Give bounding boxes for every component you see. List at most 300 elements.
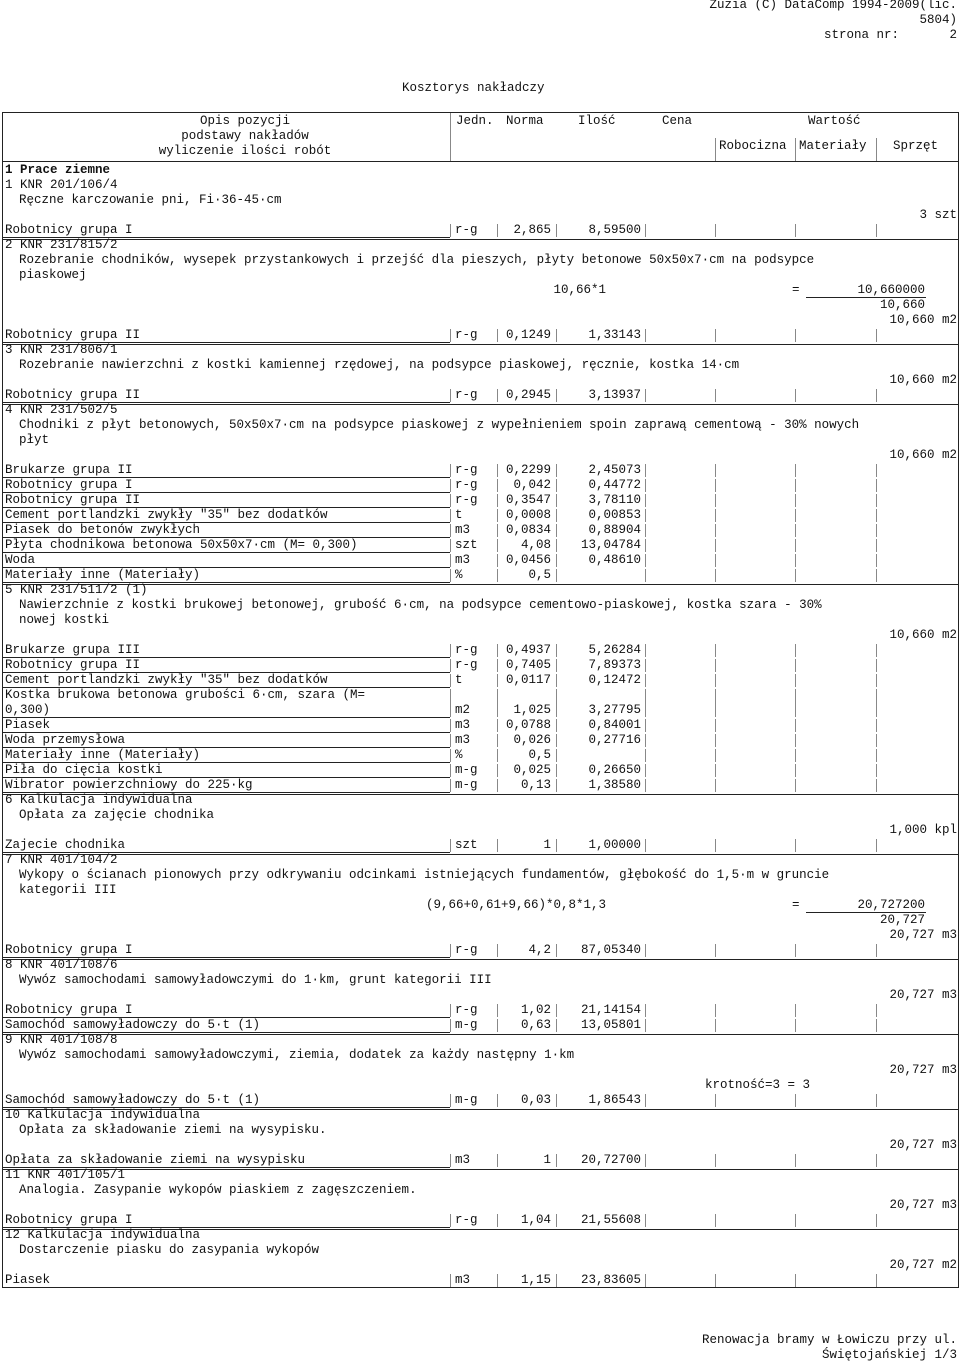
cell-divider (795, 749, 796, 762)
item-separator (2, 1034, 959, 1035)
cell-divider (497, 1004, 498, 1017)
position-quantity: 3 szt (919, 208, 957, 222)
cell-divider (556, 689, 557, 717)
cell-divider (795, 1154, 796, 1167)
cell-divider (795, 479, 796, 492)
resource-name-cont: 0,300) (5, 703, 51, 717)
resource-unit: m-g (455, 1018, 478, 1032)
cell-divider (450, 224, 451, 237)
resource-name: Zajecie chodnika (5, 838, 126, 852)
resource-unit: t (455, 673, 463, 687)
cell-divider (645, 749, 646, 762)
cell-divider (876, 839, 877, 852)
col-divider (795, 138, 796, 161)
resource-unit: % (455, 748, 463, 762)
position-description: Analogia. Zasypanie wykopów piaskiem z zagęszczeniem. (19, 1183, 417, 1197)
resource-norma: 0,025 (513, 763, 551, 777)
cell-divider (715, 1214, 716, 1227)
cell-divider (876, 734, 877, 747)
cell-divider (795, 839, 796, 852)
position-number: 4 KNR 231/502/5 (5, 403, 118, 417)
position-number: 10 Kalkulacja indywidualna (5, 1108, 201, 1122)
cell-divider (450, 1094, 451, 1107)
cell-divider (497, 464, 498, 477)
cell-divider (556, 749, 557, 762)
cell-divider (715, 1019, 716, 1032)
cell-divider (795, 944, 796, 957)
position-description: Chodniki z płyt betonowych, 50x50x7·cm na podsypce piaskowej z wypełnieniem spoin zaprawą cementową - 30% nowych (19, 418, 860, 432)
cell-divider (795, 659, 796, 672)
cell-divider (450, 509, 451, 522)
resource-unit: m3 (455, 718, 471, 732)
cell-divider (450, 719, 451, 732)
cell-divider (497, 1019, 498, 1032)
cell-divider (876, 674, 877, 687)
calc-equals: = (792, 898, 800, 912)
position-quantity: 20,727 m2 (889, 1258, 957, 1272)
position-number: 8 KNR 401/108/6 (5, 958, 118, 972)
col-header-cena: Cena (662, 114, 693, 128)
cell-divider (497, 659, 498, 672)
cell-divider (795, 689, 796, 717)
cell-divider (556, 389, 557, 402)
cell-divider (450, 779, 451, 792)
resource-name: Robotnicy grupa I (5, 1003, 133, 1017)
position-number: 5 KNR 231/511/2 (1) (5, 583, 148, 597)
cell-divider (795, 779, 796, 792)
cell-divider (876, 1094, 877, 1107)
position-description: Wywóz samochodami samowyładowczymi, ziemia, dodatek za każdy następny 1·km (19, 1048, 575, 1062)
cell-divider (876, 224, 877, 237)
resource-ilosc: 0,00853 (588, 508, 641, 522)
cell-divider (645, 509, 646, 522)
resource-norma: 1,15 (520, 1273, 551, 1287)
resource-name: Piła do cięcia kostki (5, 763, 163, 777)
resource-ilosc: 1,33143 (588, 328, 641, 342)
cell-divider (876, 659, 877, 672)
resource-name: Robotnicy grupa I (5, 1213, 133, 1227)
resource-ilosc: 0,48610 (588, 553, 641, 567)
cell-divider (450, 554, 451, 567)
cell-divider (497, 509, 498, 522)
item-separator (2, 1169, 959, 1170)
position-number: 9 KNR 401/108/8 (5, 1033, 118, 1047)
cell-divider (876, 644, 877, 657)
cell-divider (645, 1274, 646, 1287)
position-quantity: 10,660 m2 (889, 448, 957, 462)
calc-sum: 10,660 (879, 298, 925, 312)
resource-ilosc: 20,72700 (580, 1153, 641, 1167)
resource-name: Płyta chodnikowa betonowa 50x50x7·cm (M= 0,300) (5, 538, 358, 552)
resource-ilosc: 0,26650 (588, 763, 641, 777)
position-quantity: 1,000 kpl (889, 823, 957, 837)
cell-divider (795, 539, 796, 552)
cell-divider (497, 524, 498, 537)
cell-divider (876, 1154, 877, 1167)
resource-unit: r-g (455, 223, 478, 237)
cell-divider (556, 224, 557, 237)
resource-norma: 1,02 (520, 1003, 551, 1017)
cell-divider (876, 494, 877, 507)
resource-ilosc: 21,14154 (580, 1003, 641, 1017)
cell-divider (497, 1154, 498, 1167)
cell-divider (645, 689, 646, 717)
cell-divider (715, 644, 716, 657)
cell-divider (715, 1094, 716, 1107)
cell-divider (645, 734, 646, 747)
resource-unit: m3 (455, 1273, 471, 1287)
resource-norma: 0,2945 (505, 388, 551, 402)
cell-divider (715, 839, 716, 852)
cell-divider (497, 689, 498, 717)
cell-divider (645, 839, 646, 852)
resource-name: Robotnicy grupa I (5, 478, 133, 492)
cell-divider (645, 539, 646, 552)
cell-divider (645, 764, 646, 777)
position-quantity: 20,727 m3 (889, 1138, 957, 1152)
resource-ilosc: 13,05801 (580, 1018, 641, 1032)
cell-divider (715, 509, 716, 522)
resource-ilosc: 0,44772 (588, 478, 641, 492)
position-description: Wykopy o ścianach pionowych przy odkrywaniu odcinkami istniejących fundamentów, głębokość do 1,5·m w gruncie (19, 868, 830, 882)
cell-divider (450, 1274, 451, 1287)
cell-divider (450, 569, 451, 582)
resource-name: Robotnicy grupa II (5, 493, 141, 507)
cell-divider (795, 569, 796, 582)
resource-unit: szt (455, 538, 478, 552)
cell-divider (795, 224, 796, 237)
position-description: płyt (19, 433, 50, 447)
resource-name: Woda (5, 553, 36, 567)
resource-unit: r-g (455, 388, 478, 402)
calc-result: 20,727200 (857, 898, 925, 912)
resource-unit: m-g (455, 1093, 478, 1107)
cell-divider (556, 1094, 557, 1107)
item-separator (2, 239, 959, 240)
resource-name: Samochód samowyładowczy do 5·t (1) (5, 1093, 261, 1107)
resource-norma: 0,03 (520, 1093, 551, 1107)
position-description: Rozebranie nawierzchni z kostki kamiennej rzędowej, na podsypce piaskowej, ręcznie, kostka 14·cm (19, 358, 740, 372)
resource-ilosc: 3,27795 (588, 703, 641, 717)
position-number: 1 KNR 201/106/4 (5, 178, 118, 192)
cell-divider (795, 1094, 796, 1107)
header-divider (2, 161, 959, 162)
resource-norma: 0,0008 (505, 508, 551, 522)
cell-divider (795, 389, 796, 402)
position-description: kategorii III (19, 883, 117, 897)
resource-name: Piasek (5, 1273, 51, 1287)
cell-divider (556, 839, 557, 852)
position-number: 3 KNR 231/806/1 (5, 343, 118, 357)
resource-name: Robotnicy grupa I (5, 223, 133, 237)
cell-divider (645, 659, 646, 672)
resource-ilosc: 1,00000 (588, 838, 641, 852)
cell-divider (645, 644, 646, 657)
resource-ilosc: 3,13937 (588, 388, 641, 402)
cell-divider (450, 479, 451, 492)
cell-divider (645, 569, 646, 582)
cell-divider (497, 554, 498, 567)
resource-ilosc: 87,05340 (580, 943, 641, 957)
cell-divider (715, 1274, 716, 1287)
resource-unit: r-g (455, 1003, 478, 1017)
resource-name: Brukarze grupa II (5, 463, 133, 477)
cell-divider (450, 389, 451, 402)
cell-divider (497, 494, 498, 507)
cell-divider (645, 389, 646, 402)
cell-divider (497, 569, 498, 582)
position-description: nowej kostki (19, 613, 110, 627)
cell-divider (715, 659, 716, 672)
position-quantity: 20,727 m3 (889, 928, 957, 942)
cell-divider (876, 1214, 877, 1227)
cell-divider (795, 719, 796, 732)
position-description: Nawierzchnie z kostki brukowej betonowej, grubość 6·cm, na podsypce cementowo-piaskowej, kostka szara - 30% (19, 598, 822, 612)
resource-norma: 1 (543, 838, 551, 852)
cell-divider (876, 554, 877, 567)
cell-divider (450, 644, 451, 657)
position-description: Wywóz samochodami samowyładowczymi do 1·km, grunt kategorii III (19, 973, 492, 987)
resource-norma: 0,0456 (505, 553, 551, 567)
cell-divider (556, 734, 557, 747)
document-title: Kosztorys nakładczy (402, 81, 545, 95)
resource-unit: r-g (455, 643, 478, 657)
page-label: strona nr: (824, 28, 900, 42)
cell-divider (450, 839, 451, 852)
cell-divider (715, 479, 716, 492)
resource-ilosc: 1,38580 (588, 778, 641, 792)
resource-ilosc: 0,88904 (588, 523, 641, 537)
resource-name: Wibrator powierzchniowy do 225·kg (5, 778, 253, 792)
cell-divider (715, 389, 716, 402)
col-divider (450, 113, 451, 161)
resource-name: Robotnicy grupa II (5, 388, 141, 402)
cell-divider (556, 674, 557, 687)
cell-divider (715, 494, 716, 507)
resource-unit: m3 (455, 733, 471, 747)
resource-norma: 0,7405 (505, 658, 551, 672)
cell-divider (497, 1094, 498, 1107)
cell-divider (450, 1154, 451, 1167)
col-header-wartosc: Wartość (808, 114, 861, 128)
cell-divider (715, 689, 716, 717)
cell-divider (715, 329, 716, 342)
cell-divider (645, 674, 646, 687)
resource-name: Cement portlandzki zwykły "35" bez dodatków (5, 508, 328, 522)
resource-underline (2, 717, 450, 718)
cell-divider (876, 539, 877, 552)
col-header-ilosc: Ilość (578, 114, 616, 128)
cell-divider (497, 764, 498, 777)
resource-norma: 0,0117 (505, 673, 551, 687)
cell-divider (715, 464, 716, 477)
position-quantity: 20,727 m3 (889, 988, 957, 1002)
cell-divider (645, 464, 646, 477)
cell-divider (497, 1274, 498, 1287)
cell-divider (876, 1019, 877, 1032)
col-header-podstawa: podstawy nakładów (181, 129, 309, 143)
cell-divider (497, 539, 498, 552)
cell-divider (450, 1214, 451, 1227)
cell-divider (497, 224, 498, 237)
cell-divider (645, 1154, 646, 1167)
cell-divider (795, 509, 796, 522)
resource-ilosc: 23,83605 (580, 1273, 641, 1287)
cell-divider (795, 1274, 796, 1287)
resource-unit: m-g (455, 763, 478, 777)
resource-name: Robotnicy grupa II (5, 658, 141, 672)
resource-ilosc: 0,27716 (588, 733, 641, 747)
cell-divider (497, 644, 498, 657)
item-separator (2, 959, 959, 960)
resource-unit: r-g (455, 943, 478, 957)
cell-divider (556, 539, 557, 552)
cell-divider (795, 1019, 796, 1032)
position-number: 6 Kalkulacja indywidualna (5, 793, 193, 807)
cell-divider (876, 464, 877, 477)
resource-unit: % (455, 568, 463, 582)
resource-underline (2, 1287, 450, 1288)
cell-divider (556, 479, 557, 492)
resource-name: Cement portlandzki zwykły "35" bez dodatków (5, 673, 328, 687)
cell-divider (645, 719, 646, 732)
resource-name: Woda przemysłowa (5, 733, 126, 747)
cell-divider (876, 509, 877, 522)
resource-norma: 0,63 (520, 1018, 551, 1032)
resource-name: Robotnicy grupa I (5, 943, 133, 957)
cell-divider (556, 719, 557, 732)
col-header-robocizna: Robocizna (719, 139, 787, 153)
cell-divider (450, 464, 451, 477)
resource-ilosc: 0,12472 (588, 673, 641, 687)
position-number: 12 Kalkulacja indywidualna (5, 1228, 201, 1242)
cell-divider (556, 494, 557, 507)
cell-divider (715, 569, 716, 582)
cell-divider (645, 1019, 646, 1032)
calc-expression: (9,66+0,61+9,66)*0,8*1,3 (425, 898, 606, 912)
cell-divider (715, 1154, 716, 1167)
cell-divider (556, 464, 557, 477)
cell-divider (556, 644, 557, 657)
cell-divider (556, 1019, 557, 1032)
cell-divider (450, 329, 451, 342)
resource-norma: 1,04 (520, 1213, 551, 1227)
resource-norma: 1,025 (513, 703, 551, 717)
resource-ilosc: 2,45073 (588, 463, 641, 477)
resource-unit: r-g (455, 658, 478, 672)
calc-result: 10,660000 (857, 283, 925, 297)
resource-norma: 0,4937 (505, 643, 551, 657)
cell-divider (876, 389, 877, 402)
resource-norma: 1 (543, 1153, 551, 1167)
resource-name: Opłata za składowanie ziemi na wysypisku (5, 1153, 306, 1167)
cell-divider (645, 1214, 646, 1227)
cell-divider (645, 944, 646, 957)
cell-divider (715, 554, 716, 567)
cell-divider (876, 944, 877, 957)
footer-project: Renowacja bramy w Łowiczu przy ul. (701, 1333, 957, 1347)
resource-ilosc: 5,26284 (588, 643, 641, 657)
cell-divider (497, 719, 498, 732)
footer-address: Świętojańskiej 1/3 (821, 1348, 957, 1362)
resource-norma: 0,13 (520, 778, 551, 792)
cell-divider (556, 554, 557, 567)
col-divider (876, 138, 877, 161)
resource-underline (2, 552, 450, 553)
cell-divider (645, 479, 646, 492)
resource-ilosc: 7,89373 (588, 658, 641, 672)
cell-divider (556, 1214, 557, 1227)
cell-divider (876, 1004, 877, 1017)
calc-sum: 20,727 (879, 913, 925, 927)
item-separator (2, 344, 959, 345)
resource-unit: m3 (455, 1153, 471, 1167)
cell-divider (450, 524, 451, 537)
item-separator (2, 404, 959, 405)
position-quantity: 10,660 m2 (889, 628, 957, 642)
position-description: Dostarczenie piasku do zasypania wykopów (19, 1243, 320, 1257)
cell-divider (450, 674, 451, 687)
cell-divider (876, 719, 877, 732)
cell-divider (497, 1214, 498, 1227)
cell-divider (715, 524, 716, 537)
cell-divider (556, 779, 557, 792)
cell-divider (795, 524, 796, 537)
cell-divider (556, 1004, 557, 1017)
resource-norma: 0,5 (528, 748, 551, 762)
item-separator (2, 854, 959, 855)
position-description: Opłata za zajęcie chodnika (19, 808, 215, 822)
cell-divider (715, 539, 716, 552)
position-description: Rozebranie chodników, wysepek przystankowych i przejść dla pieszych, płyty betonowe 50x50x7·cm na podsypce (19, 253, 815, 267)
cell-divider (497, 389, 498, 402)
cell-divider (497, 479, 498, 492)
col-header-sprzet: Sprzęt (893, 139, 939, 153)
position-number: 7 KNR 401/104/2 (5, 853, 118, 867)
resource-name: Brukarze grupa III (5, 643, 141, 657)
resource-norma: 2,865 (513, 223, 551, 237)
cell-divider (715, 764, 716, 777)
resource-norma: 0,2299 (505, 463, 551, 477)
cell-divider (450, 734, 451, 747)
cell-divider (497, 734, 498, 747)
cell-divider (450, 764, 451, 777)
position-quantity: 20,727 m3 (889, 1198, 957, 1212)
cell-divider (450, 494, 451, 507)
position-quantity: 10,660 m2 (889, 313, 957, 327)
position-number: 2 KNR 231/815/2 (5, 238, 118, 252)
calc-expression: 10,66*1 (553, 283, 606, 297)
cell-divider (450, 689, 451, 717)
cell-divider (450, 1004, 451, 1017)
resource-norma: 4,2 (528, 943, 551, 957)
cell-divider (795, 554, 796, 567)
resource-unit: m-g (455, 778, 478, 792)
position-description: Opłata za składowanie ziemi na wysypisku. (19, 1123, 327, 1137)
cell-divider (556, 764, 557, 777)
cell-divider (497, 674, 498, 687)
resource-norma: 0,0834 (505, 523, 551, 537)
page-number: 2 (949, 28, 957, 42)
multiplier-note: krotność=3 = 3 (705, 1078, 811, 1092)
calc-equals: = (792, 283, 800, 297)
cell-divider (715, 749, 716, 762)
cell-divider (497, 839, 498, 852)
resource-unit: r-g (455, 328, 478, 342)
cell-divider (715, 734, 716, 747)
cell-divider (715, 779, 716, 792)
resource-norma: 0,0788 (505, 718, 551, 732)
